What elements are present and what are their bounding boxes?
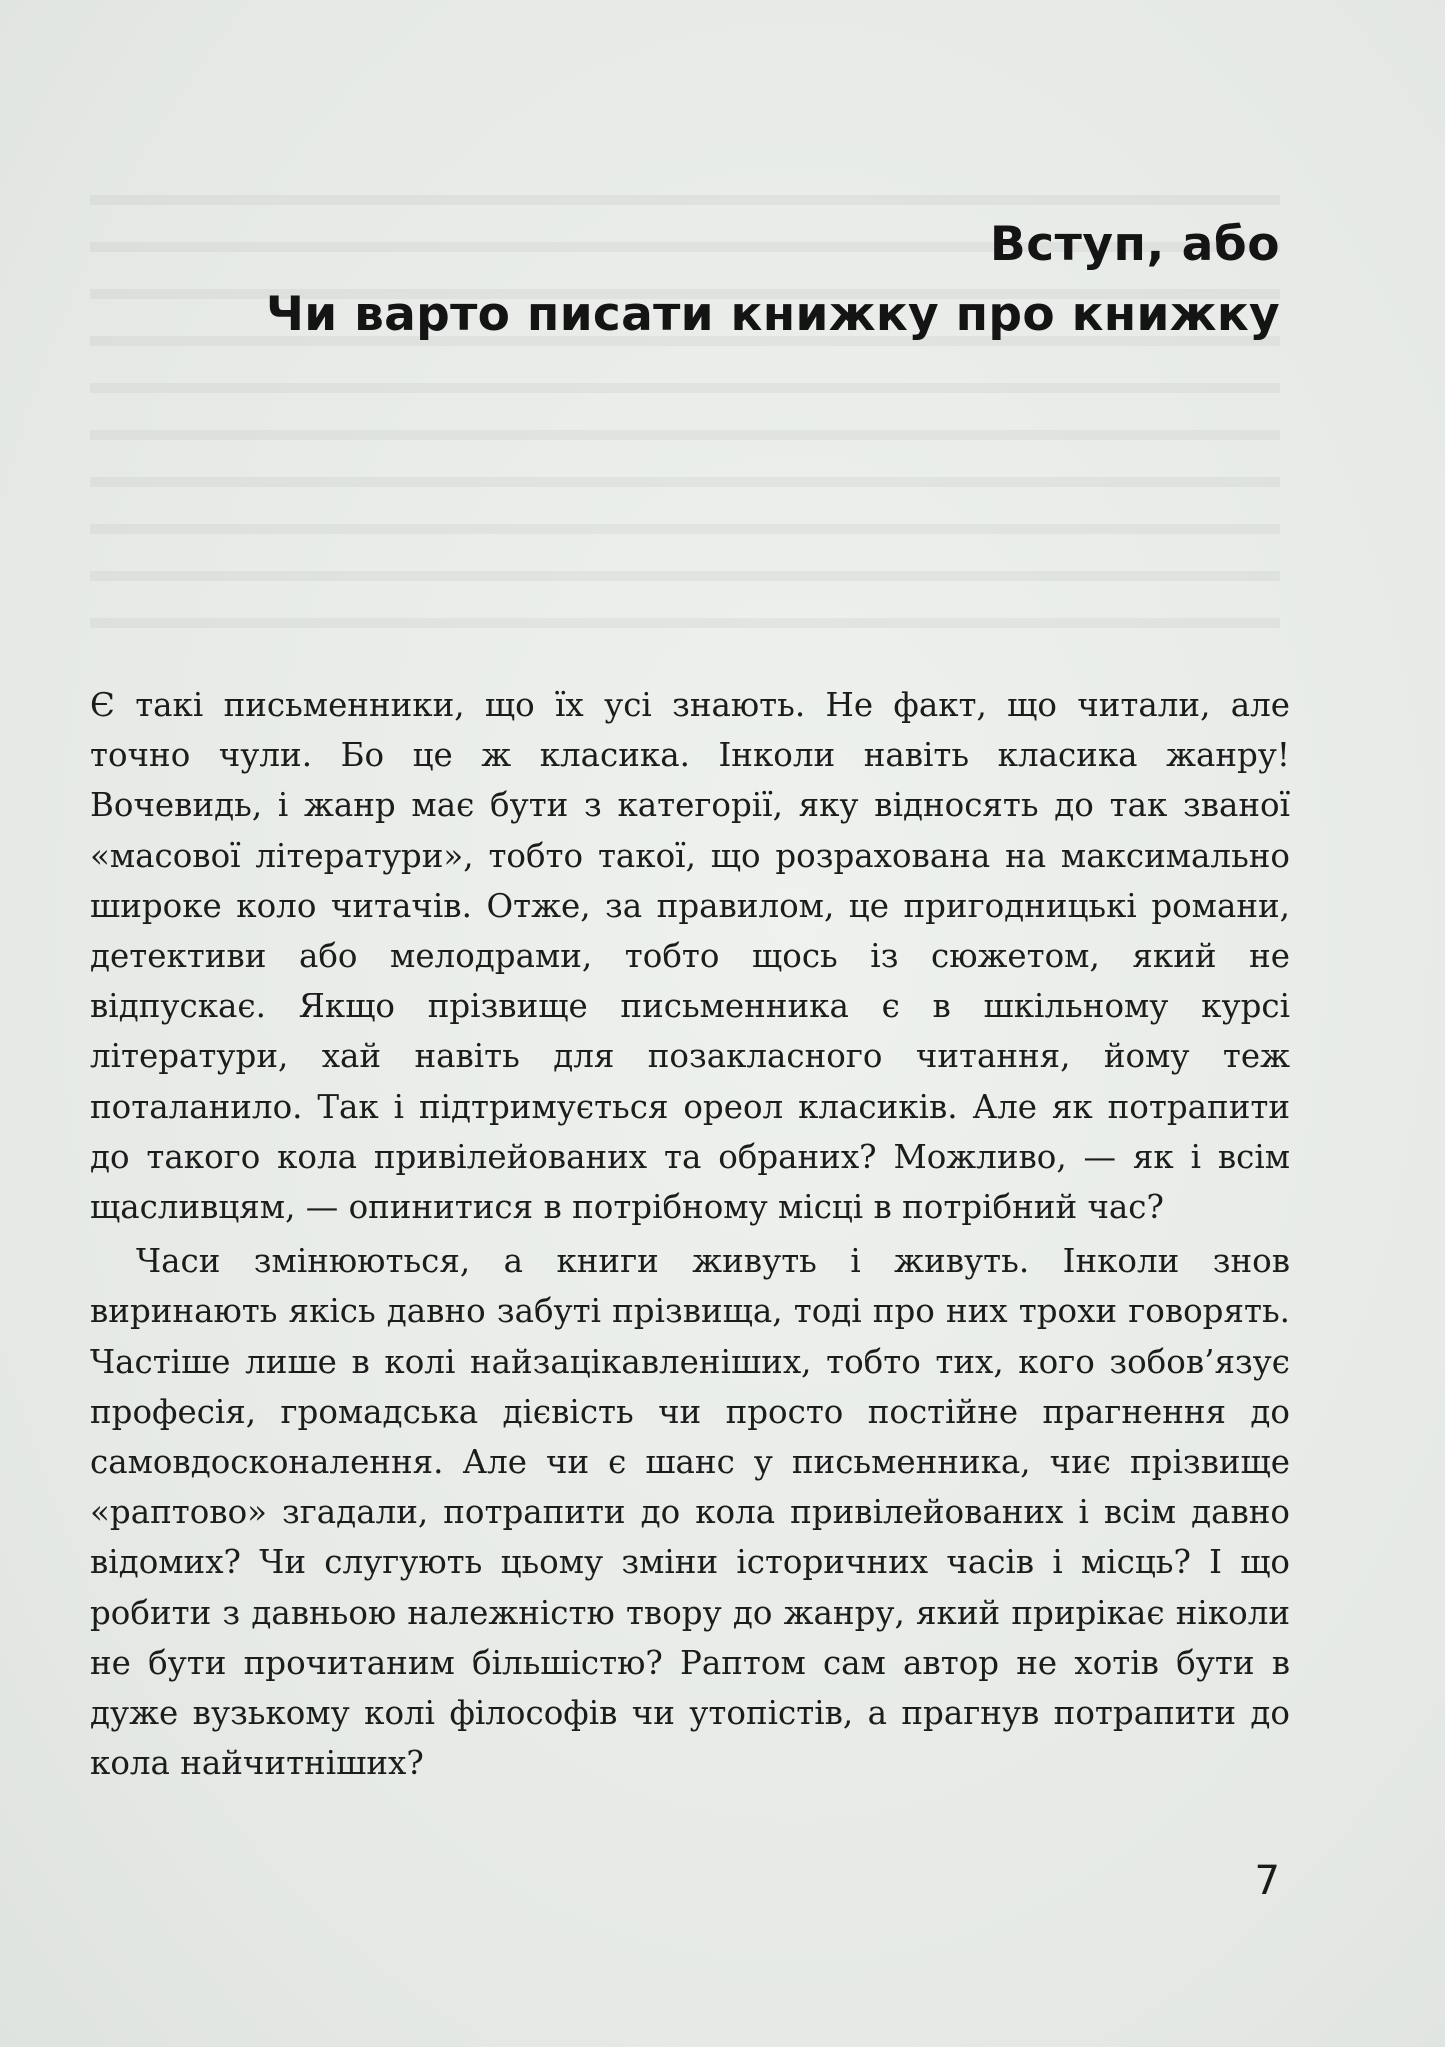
body-text <box>90 680 1290 1788</box>
chapter-heading <box>266 212 1280 348</box>
chapter-heading-line1: Вступ, або <box>989 217 1280 272</box>
paragraph-2: Часи змінюються, а книги живуть і живуть. Інколи знов виринають якісь давно забуті прізвища, тоді про них трохи говорять. Частіше лише в колі найзацікавленіших, тобто тих, кого зобов’язує професія, громадська дієвість чи просто постійне прагнення до самовдосконалення. Але чи є шанс у письменника, чиє прізвище «раптово» згадали, потрапити до кола привілейованих і всім давно відомих? Чи слугують цьому зміни історичних часів і місць? І що робити з давньою належністю твору до жанру, який прирікає ніколи не бути прочитаним більшістю? Раптом сам автор не хотів бути в дуже вузькому колі філософів чи утопістів, а прагнув потрапити до кола найчитніших? <box>90 1242 1290 1783</box>
paragraph-1: Є такі письменники, що їх усі знають. Не факт, що читали, але точно чули. Бо це ж класика. Інколи навіть класика жанру! Вочевидь, і жанр має бути з категорії, яку відносять до так званої «масової літератури», тобто такої, що розрахована на максимально широке коло читачів. Отже, за правилом, це пригодницькі романи, детективи або мелодрами, тобто щось із сюжетом, який не відпускає. Якщо прізвище письменника є в шкільному курсі літератури, хай навіть для позакласного читання, йому теж поталанило. Так і підтримується ореол класиків. Але як потрапити до такого кола привілейованих та обраних? Можливо, — як і всім щасливцям, — опинитися в потрібному місці в потрібний час? <box>90 686 1290 1227</box>
page-number: 7 <box>1254 1858 1280 1904</box>
chapter-heading-line2: Чи варто писати книжку про книжку <box>265 287 1280 342</box>
